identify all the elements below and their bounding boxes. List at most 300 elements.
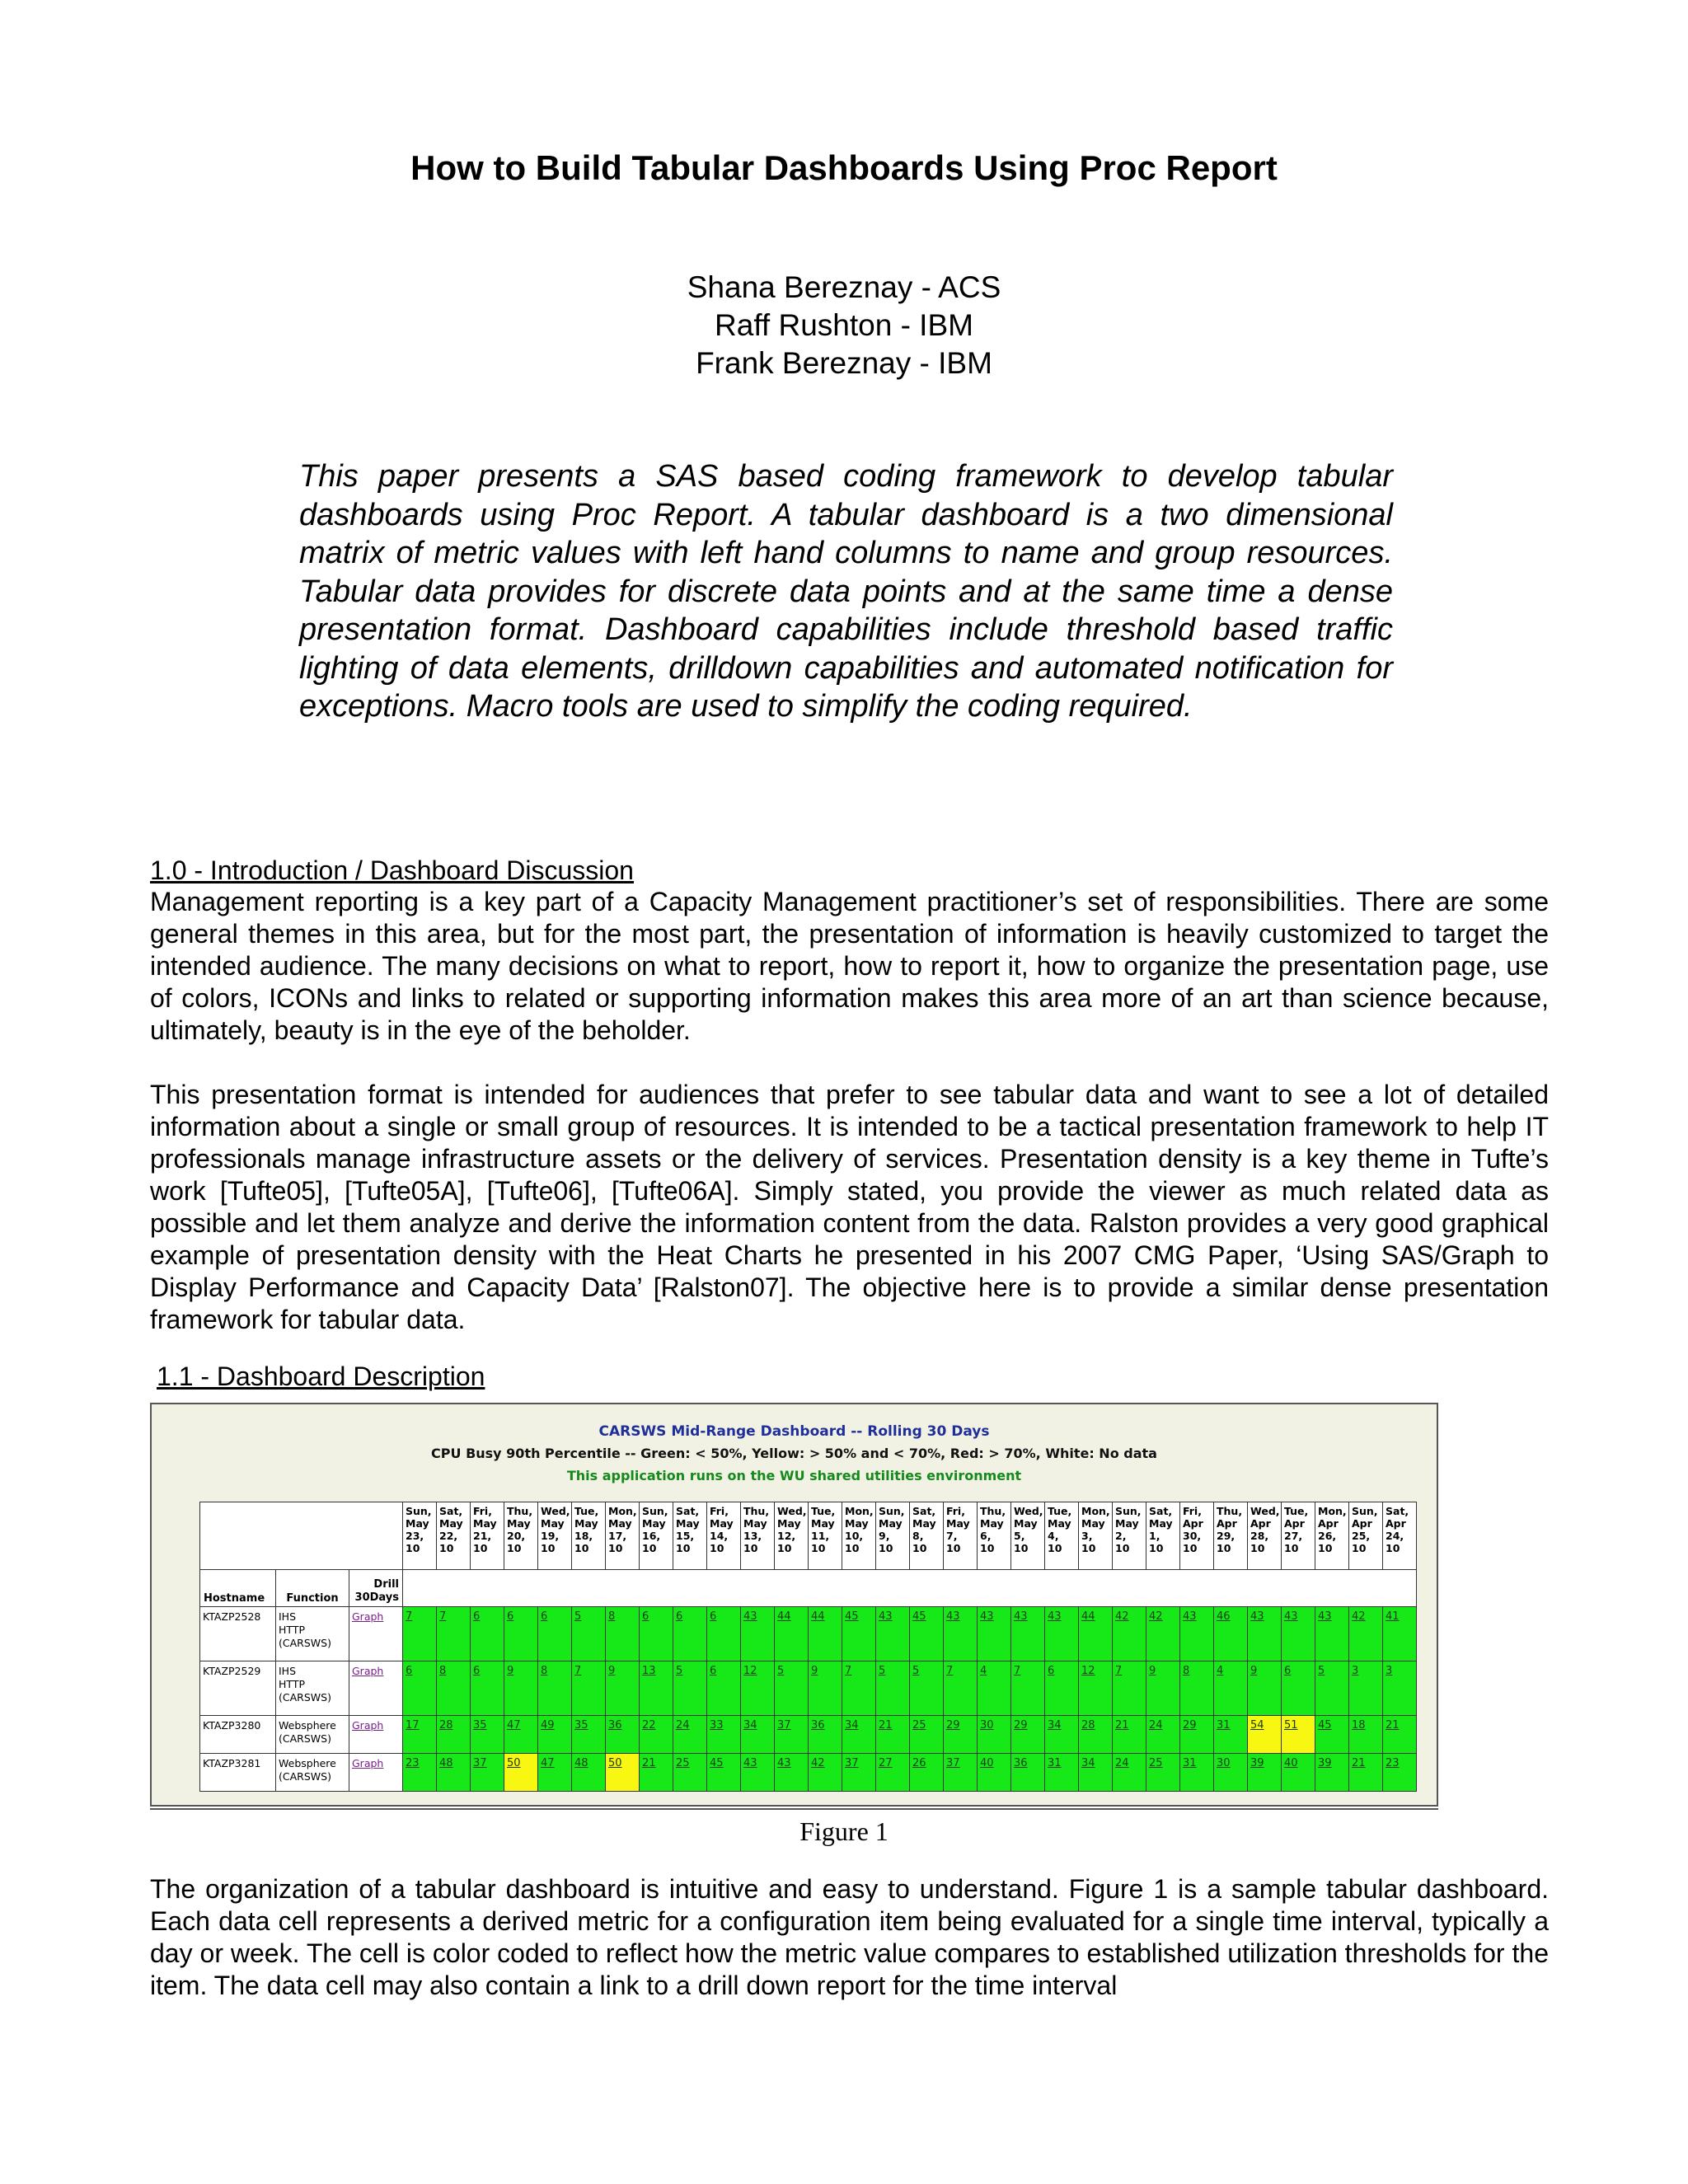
metric-link[interactable]: 45 (912, 1610, 926, 1623)
date-header: Fri, Apr 30, 10 (1180, 1502, 1214, 1570)
metric-link[interactable]: 6 (473, 1610, 481, 1623)
metric-cell (471, 1661, 504, 1716)
drill-cell (349, 1607, 403, 1661)
metric-cell (842, 1716, 876, 1754)
metric-link[interactable]: 34 (1081, 1757, 1095, 1769)
metric-link[interactable]: 45 (845, 1610, 859, 1623)
metric-link[interactable]: 50 (507, 1757, 521, 1769)
metric-cell (809, 1754, 842, 1792)
metric-cell (978, 1661, 1011, 1716)
metric-link[interactable]: 42 (1352, 1610, 1366, 1623)
author-list (0, 269, 1688, 382)
date-header: Sun, May 9, 10 (876, 1502, 910, 1570)
metric-link[interactable]: 13 (642, 1665, 656, 1677)
metric-link[interactable]: 6 (507, 1610, 514, 1623)
metric-cell (1214, 1607, 1248, 1661)
metric-cell (1079, 1607, 1113, 1661)
metric-cell (1045, 1607, 1079, 1661)
function-cell: Websphere (CARSWS) (276, 1754, 349, 1792)
date-header: Wed, May 19, 10 (538, 1502, 572, 1570)
metric-link[interactable]: 40 (1284, 1757, 1298, 1769)
section-heading-dashboard: 1.1 - Dashboard Description (157, 1361, 485, 1391)
metric-cell (1383, 1716, 1417, 1754)
metric-link[interactable]: 21 (879, 1719, 893, 1732)
metric-cell (471, 1716, 504, 1754)
hostname-cell: KTAZP3281 (200, 1754, 276, 1792)
date-header: Thu, May 13, 10 (741, 1502, 775, 1570)
metric-link[interactable]: 43 (980, 1610, 994, 1623)
metric-link[interactable]: 45 (710, 1757, 724, 1769)
metric-link[interactable]: 47 (507, 1719, 521, 1732)
metric-cell (1146, 1716, 1180, 1754)
metric-cell (1349, 1607, 1383, 1661)
metric-cell (1248, 1716, 1282, 1754)
metric-cell (606, 1607, 640, 1661)
metric-link[interactable]: 24 (1149, 1719, 1163, 1732)
dashboard-title: CARSWS Mid-Range Dashboard -- Rolling 30 Days (598, 1423, 990, 1440)
metric-link[interactable]: 31 (1048, 1757, 1062, 1769)
metric-cell (1315, 1716, 1349, 1754)
graph-link[interactable]: Graph (352, 1719, 384, 1732)
metric-link[interactable]: 5 (1318, 1665, 1325, 1677)
metric-cell (640, 1716, 673, 1754)
metric-link[interactable]: 50 (608, 1757, 622, 1769)
metric-cell (403, 1754, 437, 1792)
metric-link[interactable]: 7 (574, 1665, 582, 1677)
dashboard-note: This application runs on the WU shared utilities environment (566, 1468, 1022, 1483)
metric-cell (944, 1716, 978, 1754)
date-header: Sun, Apr 25, 10 (1349, 1502, 1383, 1570)
metric-cell (741, 1716, 775, 1754)
metric-link[interactable]: 28 (1081, 1719, 1095, 1732)
metric-link[interactable]: 28 (439, 1719, 453, 1732)
graph-link[interactable]: Graph (352, 1610, 384, 1623)
metric-cell (1113, 1661, 1146, 1716)
metric-link[interactable]: 30 (980, 1719, 994, 1732)
metric-link[interactable]: 12 (743, 1665, 757, 1677)
metric-cell (978, 1607, 1011, 1661)
function-cell: IHS HTTP (CARSWS) (276, 1661, 349, 1716)
metric-link[interactable]: 9 (1250, 1665, 1258, 1677)
date-header: Sat, May 1, 10 (1146, 1502, 1180, 1570)
metric-link[interactable]: 45 (1318, 1719, 1332, 1732)
metric-cell (640, 1661, 673, 1716)
date-header: Mon, May 17, 10 (606, 1502, 640, 1570)
metric-link[interactable]: 6 (1284, 1665, 1292, 1677)
date-header: Tue, May 18, 10 (572, 1502, 606, 1570)
metric-cell (572, 1607, 606, 1661)
metric-link[interactable]: 7 (1115, 1665, 1123, 1677)
dashboard-table (199, 1502, 1417, 1792)
metric-cell (775, 1754, 809, 1792)
graph-link[interactable]: Graph (352, 1665, 384, 1677)
metric-link[interactable]: 39 (1250, 1757, 1264, 1769)
metric-cell (741, 1607, 775, 1661)
metric-cell (876, 1661, 910, 1716)
metric-cell (809, 1607, 842, 1661)
metric-link[interactable]: 29 (946, 1719, 960, 1732)
hostname-header: Hostname (200, 1570, 276, 1607)
date-header: Sun, May 2, 10 (1113, 1502, 1146, 1570)
metric-cell (741, 1754, 775, 1792)
metric-link[interactable]: 5 (676, 1665, 683, 1677)
metric-cell (1248, 1661, 1282, 1716)
section-heading-intro: 1.0 - Introduction / Dashboard Discussion (150, 855, 634, 885)
metric-cell (504, 1607, 538, 1661)
metric-link[interactable]: 31 (1217, 1719, 1231, 1732)
metric-link[interactable]: 23 (406, 1757, 420, 1769)
metric-link[interactable]: 21 (1386, 1719, 1400, 1732)
column-header-row (200, 1570, 1417, 1607)
metric-link[interactable]: 34 (845, 1719, 859, 1732)
metric-link[interactable]: 36 (1014, 1757, 1028, 1769)
table-row (200, 1661, 1417, 1716)
metric-cell (1079, 1661, 1113, 1716)
metric-cell (944, 1661, 978, 1716)
metric-cell (606, 1716, 640, 1754)
metric-cell (673, 1716, 707, 1754)
date-header: Wed, May 12, 10 (775, 1502, 809, 1570)
date-header: Wed, Apr 28, 10 (1248, 1502, 1282, 1570)
hostname-cell: KTAZP3280 (200, 1716, 276, 1754)
metric-link[interactable]: 29 (1014, 1719, 1028, 1732)
metric-link[interactable]: 6 (1048, 1665, 1055, 1677)
graph-link[interactable]: Graph (352, 1757, 384, 1769)
metric-link[interactable]: 43 (1318, 1610, 1332, 1623)
abstract: This paper presents a SAS based coding framework to develop tabular dashboards using Proc Report. A tabular dashboard is a two dimensional matrix of metric values with left hand columns to name and group resources. Tabular data provides for discrete data points and at the same time a dense presentation format. Dashboard capabilities include threshold based traffic lighting of data elements, drilldown capabilities and automated notification for exceptions. Macro tools are used to simplify the coding required. (299, 459, 1393, 724)
metric-cell (1315, 1754, 1349, 1792)
metric-link[interactable]: 44 (811, 1610, 825, 1623)
metric-link[interactable]: 6 (710, 1665, 717, 1677)
metric-link[interactable]: 9 (608, 1665, 616, 1677)
metric-link[interactable]: 34 (1048, 1719, 1062, 1732)
function-cell: IHS HTTP (CARSWS) (276, 1607, 349, 1661)
metric-link[interactable]: 8 (1183, 1665, 1190, 1677)
metric-link[interactable]: 5 (777, 1665, 785, 1677)
metric-link[interactable]: 7 (946, 1665, 954, 1677)
metric-link[interactable]: 7 (1014, 1665, 1021, 1677)
metric-cell (1180, 1716, 1214, 1754)
dashboard-figure (150, 1403, 1438, 1807)
author: Raff Rushton - IBM (715, 308, 973, 342)
metric-cell (1180, 1754, 1214, 1792)
author: Frank Bereznay - IBM (696, 346, 992, 380)
metric-link[interactable]: 26 (912, 1757, 926, 1769)
date-header: Tue, Apr 27, 10 (1282, 1502, 1315, 1570)
metric-link[interactable]: 21 (642, 1757, 656, 1769)
metric-link[interactable]: 37 (473, 1757, 487, 1769)
date-header: Sat, May 8, 10 (910, 1502, 944, 1570)
date-header: Fri, May 14, 10 (707, 1502, 741, 1570)
metric-cell (1146, 1661, 1180, 1716)
metric-cell (1383, 1661, 1417, 1716)
metric-cell (1248, 1754, 1282, 1792)
metric-cell (910, 1716, 944, 1754)
metric-cell (403, 1607, 437, 1661)
metric-cell (538, 1716, 572, 1754)
metric-cell (673, 1661, 707, 1716)
date-header: Sun, May 16, 10 (640, 1502, 673, 1570)
metric-link[interactable]: 42 (1115, 1610, 1129, 1623)
metric-link[interactable]: 9 (1149, 1665, 1156, 1677)
date-header: Mon, May 10, 10 (842, 1502, 876, 1570)
metric-link[interactable]: 31 (1183, 1757, 1197, 1769)
metric-link[interactable]: 24 (676, 1719, 690, 1732)
metric-cell (741, 1661, 775, 1716)
metric-cell (538, 1661, 572, 1716)
metric-cell (437, 1716, 471, 1754)
paragraph: Management reporting is a key part of a Capacity Management practitioner’s set of responsibilities. There are some general themes in this area, but for the most part, the presentation of information is heavily customized to target the intended audience. The many decisions on what to report, how to report it, how to organize the presentation page, use of colors, ICONs and links to related or supporting information makes this area more of an art than science because, ultimately, beauty is in the eye of the beholder. (150, 887, 1549, 1045)
metric-link[interactable]: 34 (743, 1719, 757, 1732)
metric-link[interactable]: 47 (541, 1757, 555, 1769)
metric-link[interactable]: 43 (777, 1757, 791, 1769)
metric-cell (1113, 1607, 1146, 1661)
metric-cell (1045, 1754, 1079, 1792)
date-header: Sat, May 15, 10 (673, 1502, 707, 1570)
metric-cell (403, 1716, 437, 1754)
metric-link[interactable]: 4 (1217, 1665, 1224, 1677)
metric-cell (775, 1661, 809, 1716)
metric-cell (1282, 1607, 1315, 1661)
metric-cell (504, 1661, 538, 1716)
metric-link[interactable]: 6 (473, 1665, 481, 1677)
metric-link[interactable]: 43 (1014, 1610, 1028, 1623)
metric-link[interactable]: 39 (1318, 1757, 1332, 1769)
metric-cell (403, 1661, 437, 1716)
drill-cell (349, 1661, 403, 1716)
metric-link[interactable]: 5 (879, 1665, 886, 1677)
figure-caption: Figure 1 (799, 1816, 889, 1846)
metric-link[interactable]: 25 (676, 1757, 690, 1769)
metric-cell (1383, 1754, 1417, 1792)
metric-cell (572, 1661, 606, 1716)
table-row (200, 1607, 1417, 1661)
metric-link[interactable]: 3 (1386, 1665, 1393, 1677)
metric-link[interactable]: 35 (574, 1719, 588, 1732)
metric-link[interactable]: 7 (406, 1610, 413, 1623)
metric-cell (876, 1716, 910, 1754)
metric-link[interactable]: 42 (811, 1757, 825, 1769)
metric-link[interactable]: 37 (845, 1757, 859, 1769)
metric-link[interactable]: 17 (406, 1719, 420, 1732)
metric-cell (707, 1661, 741, 1716)
metric-cell (707, 1754, 741, 1792)
metric-cell (842, 1754, 876, 1792)
metric-link[interactable]: 7 (439, 1610, 447, 1623)
metric-cell (707, 1607, 741, 1661)
metric-link[interactable]: 42 (1149, 1610, 1163, 1623)
metric-link[interactable]: 43 (879, 1610, 893, 1623)
dashboard-subtitle: CPU Busy 90th Percentile -- Green: < 50%, Yellow: > 50% and < 70%, Red: > 70%, White: No data (431, 1446, 1157, 1461)
date-header: Thu, Apr 29, 10 (1214, 1502, 1248, 1570)
metric-cell (673, 1607, 707, 1661)
metric-link[interactable]: 43 (743, 1610, 757, 1623)
metric-link[interactable]: 5 (574, 1610, 582, 1623)
metric-cell (1383, 1607, 1417, 1661)
metric-cell (842, 1607, 876, 1661)
metric-cell (1011, 1716, 1045, 1754)
metric-link[interactable]: 33 (710, 1719, 724, 1732)
metric-link[interactable]: 9 (507, 1665, 514, 1677)
metric-link[interactable]: 41 (1386, 1610, 1400, 1623)
metric-link[interactable]: 36 (811, 1719, 825, 1732)
metric-cell (809, 1661, 842, 1716)
metric-cell (1079, 1716, 1113, 1754)
metric-link[interactable]: 25 (912, 1719, 926, 1732)
metric-link[interactable]: 43 (946, 1610, 960, 1623)
metric-link[interactable]: 9 (811, 1665, 818, 1677)
metric-cell (538, 1607, 572, 1661)
metric-link[interactable]: 43 (1183, 1610, 1197, 1623)
metric-cell (1282, 1716, 1315, 1754)
metric-cell (1146, 1607, 1180, 1661)
metric-cell (1214, 1754, 1248, 1792)
drill-cell (349, 1754, 403, 1792)
metric-link[interactable]: 21 (1115, 1719, 1129, 1732)
header-blank-cell (200, 1502, 403, 1570)
metric-cell (1113, 1716, 1146, 1754)
metric-link[interactable]: 51 (1284, 1719, 1298, 1732)
metric-link[interactable]: 44 (1081, 1610, 1095, 1623)
metric-cell (910, 1754, 944, 1792)
metric-link[interactable]: 5 (912, 1665, 920, 1677)
metric-link[interactable]: 12 (1081, 1665, 1095, 1677)
date-header: Fri, May 7, 10 (944, 1502, 978, 1570)
date-header: Fri, May 21, 10 (471, 1502, 504, 1570)
metric-cell (1011, 1607, 1045, 1661)
metric-link[interactable]: 49 (541, 1719, 555, 1732)
metric-link[interactable]: 40 (980, 1757, 994, 1769)
metric-cell (1315, 1607, 1349, 1661)
metric-cell (775, 1716, 809, 1754)
metric-cell (1248, 1607, 1282, 1661)
metric-cell (437, 1661, 471, 1716)
table-row (200, 1754, 1417, 1792)
paper-title: How to Build Tabular Dashboards Using Proc Report (410, 148, 1278, 187)
metric-link[interactable]: 25 (1149, 1757, 1163, 1769)
function-cell: Websphere (CARSWS) (276, 1716, 349, 1754)
metric-link[interactable]: 7 (845, 1665, 852, 1677)
metric-cell (471, 1754, 504, 1792)
metric-link[interactable]: 24 (1115, 1757, 1129, 1769)
paragraph: This presentation format is intended for audiences that prefer to see tabular data and want to see a lot of detailed information about a single or small group of resources. It is intended to be a tactical presentation framework to help IT professionals manage infrastructure assets or the delivery of services. Presentation density is a key theme in Tufte’s work [Tufte05], [Tufte05A], [Tufte06], [Tufte06A]. Simply stated, you provide the viewer as much related data as possible and let them analyze and derive the information content from the data. Ralston provides a very good graphical example of presentation density with the Heat Charts he presented in his 2007 CMG Paper, ‘Using SAS/Graph to Display Performance and Capacity Data’ [Ralston07]. The objective here is to provide a similar dense presentation framework for tabular data. (150, 1080, 1549, 1334)
metric-link[interactable]: 22 (642, 1719, 656, 1732)
metric-link[interactable]: 44 (777, 1610, 791, 1623)
date-header: Sat, Apr 24, 10 (1383, 1502, 1417, 1570)
metric-cell (876, 1754, 910, 1792)
metric-cell (1011, 1754, 1045, 1792)
date-header: Thu, May 20, 10 (504, 1502, 538, 1570)
metric-link[interactable]: 43 (1048, 1610, 1062, 1623)
metric-link[interactable]: 4 (980, 1665, 987, 1677)
metric-cell (876, 1607, 910, 1661)
figure-rule (150, 1808, 1438, 1810)
metric-cell (842, 1661, 876, 1716)
function-header: Function (276, 1570, 349, 1607)
date-header: Tue, May 4, 10 (1045, 1502, 1079, 1570)
hostname-cell: KTAZP2529 (200, 1661, 276, 1716)
metric-cell (910, 1607, 944, 1661)
metric-cell (1113, 1754, 1146, 1792)
metric-cell (504, 1716, 538, 1754)
metric-cell (606, 1661, 640, 1716)
metric-cell (1214, 1661, 1248, 1716)
metric-link[interactable]: 6 (642, 1610, 649, 1623)
metric-link[interactable]: 48 (574, 1757, 588, 1769)
metric-link[interactable]: 8 (439, 1665, 447, 1677)
metric-link[interactable]: 30 (1217, 1757, 1231, 1769)
metric-link[interactable]: 8 (608, 1610, 616, 1623)
metric-link[interactable]: 18 (1352, 1719, 1366, 1732)
metric-cell (572, 1754, 606, 1792)
metric-link[interactable]: 36 (608, 1719, 622, 1732)
metric-cell (640, 1607, 673, 1661)
date-header: Wed, May 5, 10 (1011, 1502, 1045, 1570)
metric-cell (437, 1754, 471, 1792)
metric-link[interactable]: 37 (777, 1719, 791, 1732)
date-header-row (200, 1502, 1417, 1570)
metric-cell (1315, 1661, 1349, 1716)
metric-link[interactable]: 6 (676, 1610, 683, 1623)
metric-link[interactable]: 48 (439, 1757, 453, 1769)
date-header: Mon, Apr 26, 10 (1315, 1502, 1349, 1570)
metric-cell (1282, 1754, 1315, 1792)
metric-cell (471, 1607, 504, 1661)
metric-cell (809, 1716, 842, 1754)
metric-cell (1146, 1754, 1180, 1792)
metric-link[interactable]: 54 (1250, 1719, 1264, 1732)
metric-cell (673, 1754, 707, 1792)
drill-cell (349, 1716, 403, 1754)
metric-cell (1045, 1716, 1079, 1754)
metric-link[interactable]: 6 (406, 1665, 413, 1677)
metric-cell (978, 1716, 1011, 1754)
metric-link[interactable]: 3 (1352, 1665, 1359, 1677)
date-header: Mon, May 3, 10 (1079, 1502, 1113, 1570)
metric-cell (910, 1661, 944, 1716)
metric-link[interactable]: 37 (946, 1757, 960, 1769)
metric-link[interactable]: 8 (541, 1665, 548, 1677)
table-row (200, 1716, 1417, 1754)
metric-cell (944, 1754, 978, 1792)
metric-link[interactable]: 6 (541, 1610, 548, 1623)
metric-link[interactable]: 29 (1183, 1719, 1197, 1732)
metric-cell (572, 1716, 606, 1754)
drill-header: Drill 30Days (349, 1570, 403, 1607)
metric-link[interactable]: 6 (710, 1610, 717, 1623)
metric-link[interactable]: 43 (1284, 1610, 1298, 1623)
metric-cell (504, 1754, 538, 1792)
metric-link[interactable]: 43 (1250, 1610, 1264, 1623)
metric-cell (640, 1754, 673, 1792)
hostname-cell: KTAZP2528 (200, 1607, 276, 1661)
metric-cell (1011, 1661, 1045, 1716)
header-filler (403, 1570, 1417, 1607)
metric-link[interactable]: 35 (473, 1719, 487, 1732)
metric-link[interactable]: 23 (1386, 1757, 1400, 1769)
metric-cell (1079, 1754, 1113, 1792)
metric-link[interactable]: 46 (1217, 1610, 1231, 1623)
metric-link[interactable]: 27 (879, 1757, 893, 1769)
metric-cell (606, 1754, 640, 1792)
metric-cell (538, 1754, 572, 1792)
date-header: Sat, May 22, 10 (437, 1502, 471, 1570)
metric-cell (437, 1607, 471, 1661)
metric-cell (1180, 1607, 1214, 1661)
metric-cell (1349, 1716, 1383, 1754)
metric-link[interactable]: 43 (743, 1757, 757, 1769)
metric-link[interactable]: 21 (1352, 1757, 1366, 1769)
